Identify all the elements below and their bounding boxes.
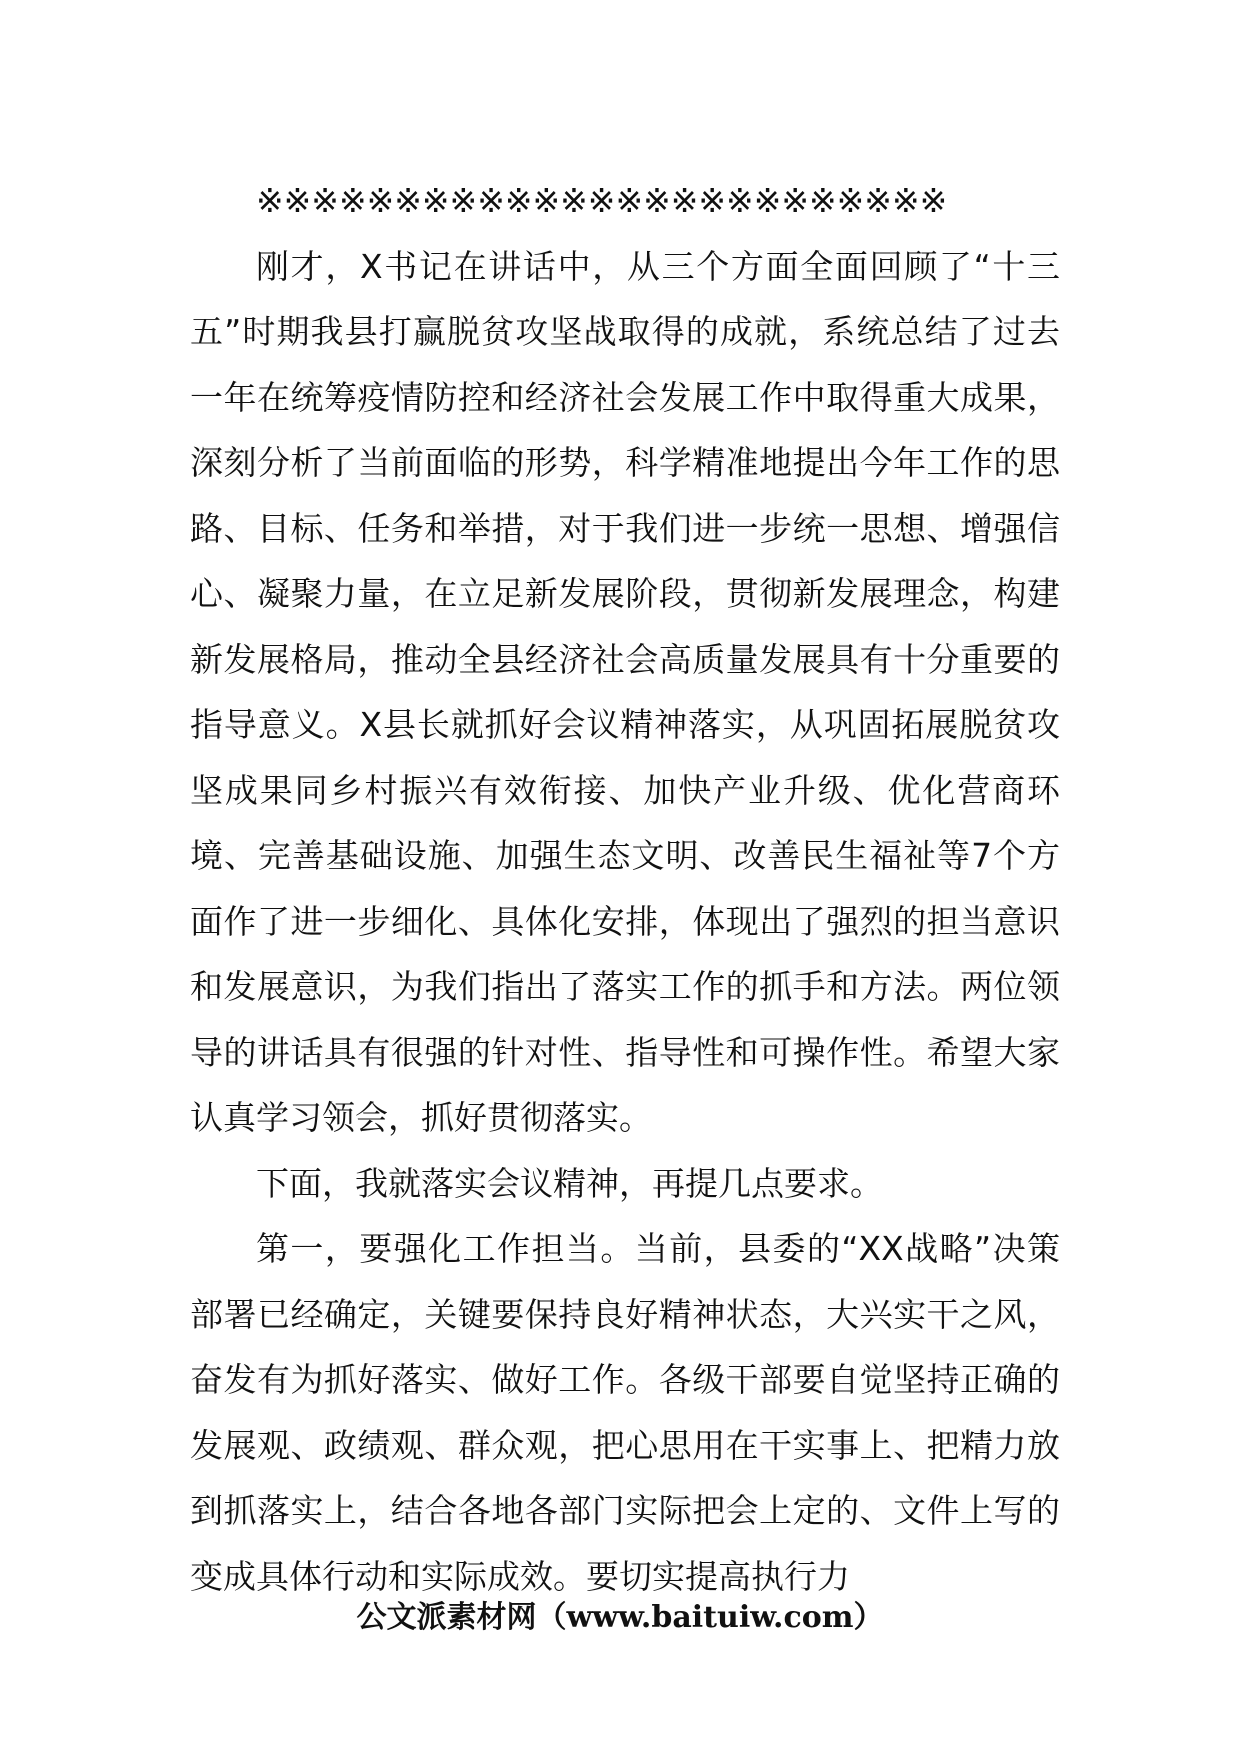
paragraph-review: 刚才，X书记在讲话中，从三个方面全面回顾了“十三五”时期我县打赢脱贫攻坚战取得的成就，系统总结了过去一年在统筹疫情防控和经济社会发展工作中取得重大成果，深刻分析了当前面临的形势，科学精准地提出今年工作的思路、目标、任务和举措，对于我们进一步统一思想、增强信心、凝聚力量，在立足新发展阶段，贯彻新发展理念，构建新发展格局，推动全县经济社会高质量发展具有十分重要的指导意义。X县长就抓好会议精神落实，从巩固拓展脱贫攻坚成果同乡村振兴有效衔接、加快产业升级、优化营商环境、完善基础设施、加强生态文明、改善民生福祉等7个方面作了进一步细化、具体化安排，体现出了强烈的担当意识和发展意识，为我们指出了落实工作的抓手和方法。两位领导的讲话具有很强的针对性、指导性和可操作性。希望大家认真学习领会，抓好贯彻落实。 xyxy=(190,246,1060,1137)
paragraph-first-point: 第一，要强化工作担当。当前，县委的“XX战略”决策部署已经确定，关键要保持良好精神状态，大兴实干之风，奋发有为抓好落实、做好工作。各级干部要自觉坚持正确的发展观、政绩观、群众观，把心思用在干实事上、把精力放到抓落实上，结合各地各部门实际把会上定的、文件上写的变成具体行动和实际成效。要切实提高执行力 xyxy=(190,1229,1060,1596)
footer-watermark: 公文派素材网（www.baituiw.com） xyxy=(356,1600,884,1635)
paragraph-requirements-intro: 下面，我就落实会议精神，再提几点要求。 xyxy=(256,1163,883,1203)
separator-line: ※※※※※※※※※※※※※※※※※※※※※※※※※ xyxy=(256,181,948,220)
document-body xyxy=(190,168,1060,1609)
